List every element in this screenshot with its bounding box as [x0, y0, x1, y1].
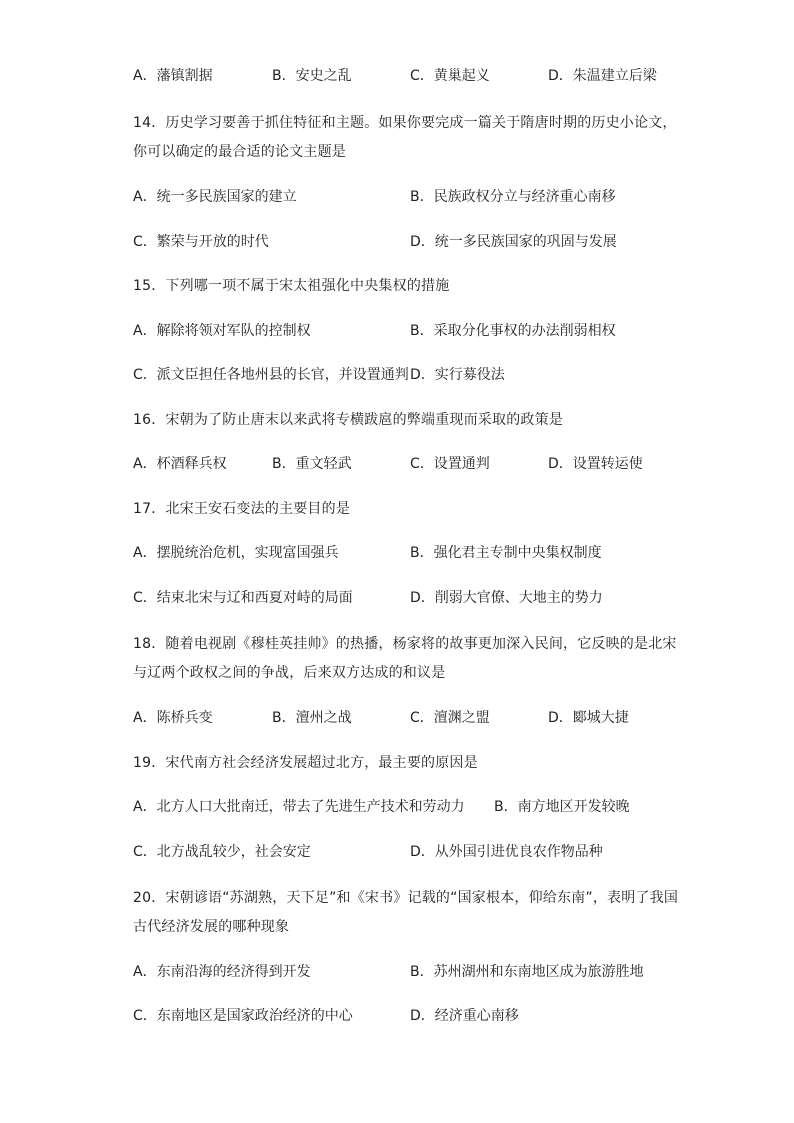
q16-option-d: D．设置转运使	[548, 456, 643, 472]
q20-option-d: D．经济重心南移	[410, 1008, 519, 1024]
q18-option-c: C．澶渊之盟	[410, 710, 490, 726]
q18-stem-line2: 与辽两个政权之间的争战，后来双方达成的和议是	[133, 665, 446, 681]
q14-option-c: C．繁荣与开放的时代	[133, 234, 269, 250]
q15-option-b: B．采取分化事权的办法削弱相权	[410, 323, 616, 339]
q14-stem-line2: 你可以确定的最合适的论文主题是	[133, 144, 346, 160]
q16-stem-line1: 16．宋朝为了防止唐末以来武将专横跋扈的弊端重现而采取的政策是	[133, 412, 564, 428]
q20-option-c: C．东南地区是国家政治经济的中心	[133, 1008, 353, 1024]
q14-stem-line1: 14．历史学习要善于抓住特征和主题。如果你要完成一篇关于隋唐时期的历史小论文，	[133, 115, 677, 131]
q15-option-c: C．派文臣担任各地州县的长官，并设置通判	[133, 367, 409, 383]
q19-option-b: B．南方地区开发较晚	[494, 799, 630, 815]
q18-stem-line1: 18．随着电视剧《穆桂英挂帅》的热播，杨家将的故事更加深入民间，它反映的是北宋	[133, 636, 677, 652]
q14-option-a: A．统一多民族国家的建立	[133, 189, 297, 205]
q20-option-a: A．东南沿海的经济得到开发	[133, 964, 311, 980]
q20-stem-line2: 古代经济发展的哪种现象	[133, 919, 290, 935]
q15-stem-line1: 15．下列哪一项不属于宋太祖强化中央集权的措施	[133, 278, 450, 294]
q16-option-a: A．杯酒释兵权	[133, 456, 227, 472]
q17-stem-line1: 17．北宋王安石变法的主要目的是	[133, 501, 351, 517]
q14-option-d: D．统一多民族国家的巩固与发展	[410, 234, 617, 250]
q20-stem-line1: 20．宋朝谚语“苏湖熟，天下足”和《宋书》记载的“国家根本，仰给东南”，表明了我国	[133, 890, 679, 906]
q19-option-d: D．从外国引进优良农作物品种	[410, 844, 603, 860]
q15-option-d: D．实行募役法	[410, 367, 505, 383]
q16-option-b: B．重文轻武	[272, 456, 352, 472]
q16-option-c: C．设置通判	[410, 456, 490, 472]
q20-option-b: B．苏州湖州和东南地区成为旅游胜地	[410, 964, 644, 980]
q17-option-a: A．摆脱统治危机，实现富国强兵	[133, 545, 339, 561]
q17-option-c: C．结束北宋与辽和西夏对峙的局面	[133, 590, 353, 606]
q19-option-c: C．北方战乱较少，社会安定	[133, 844, 311, 860]
q13-option-c: C．黄巢起义	[410, 68, 490, 84]
q17-option-b: B．强化君主专制中央集权制度	[410, 545, 602, 561]
q18-option-d: D．郾城大捷	[548, 710, 629, 726]
q19-stem-line1: 19．宋代南方社会经济发展超过北方，最主要的原因是	[133, 755, 478, 771]
q15-option-a: A．解除将领对军队的控制权	[133, 323, 311, 339]
q18-option-b: B．澶州之战	[272, 710, 352, 726]
q13-option-d: D．朱温建立后梁	[548, 68, 657, 84]
q14-option-b: B．民族政权分立与经济重心南移	[410, 189, 616, 205]
q13-option-a: A．藩镇割据	[133, 68, 213, 84]
q19-option-a: A．北方人口大批南迁，带去了先进生产技术和劳动力	[133, 799, 465, 815]
q13-option-b: B．安史之乱	[272, 68, 352, 84]
q18-option-a: A．陈桥兵变	[133, 710, 213, 726]
q17-option-d: D．削弱大官僚、大地主的势力	[410, 590, 603, 606]
